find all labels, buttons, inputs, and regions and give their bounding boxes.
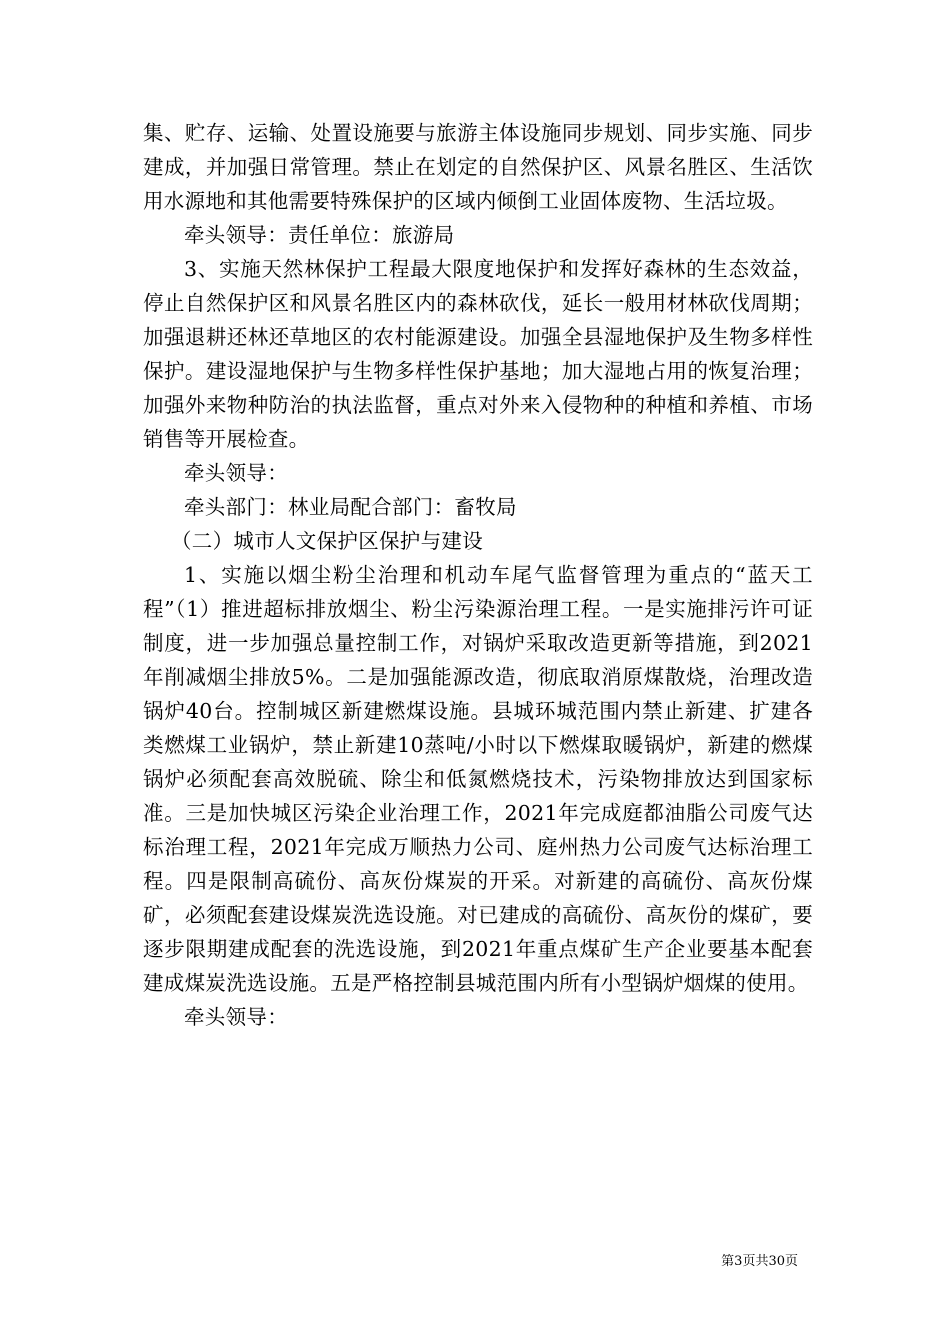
paragraph-item-3-forest: 3、实施天然林保护工程最大限度地保护和发挥好森林的生态效益，停止自然保护区和风景名胜区内的森林砍伐，延长一般用材林砍伐周期；加强退耕还林还草地区的农村能源建设。加强全县湿地保护及生物多样性保护。建设湿地保护与生物多样性保护基地；加大湿地占用的恢复治理；加强外来物种防治的执法监督，重点对外来入侵物种的种植和养植、市场销售等开展检查。 [143,257,813,451]
paragraph-continuation: 集、贮存、运输、处置设施要与旅游主体设施同步规划、同步实施、同步建成，并加强日常管理。禁止在划定的自然保护区、风景名胜区、生活饮用水源地和其他需要特殊保护的区域内倾倒工业固体废物、生活垃圾。 [143,121,813,213]
paragraph-item-1-bluesky: 1、实施以烟尘粉尘治理和机动车尾气监督管理为重点的“蓝天工程”（1）推进超标排放烟尘、粉尘污染源治理工程。一是实施排污许可证制度，进一步加强总量控制工作，对锅炉采取改造更新等措施，到2021年削减烟尘排放5%。二是加强能源改造，彻底取消原煤散烧，治理改造锅炉40台。控制城区新建燃煤设施。县城环城范围内禁止新建、扩建各类燃煤工业锅炉，禁止新建10蒸吨/小时以下燃煤取暖锅炉，新建的燃煤锅炉必须配套高效脱硫、除尘和低氮燃烧技术，污染物排放达到国家标准。三是加快城区污染企业治理工作，2021年完成庭都油脂公司废气达标治理工程，2021年完成万顺热力公司、庭州热力公司废气达标治理工程。四是限制高硫份、高灰份煤炭的开采。对新建的高硫份、高灰份煤矿，必须配套建设煤炭洗选设施。对已建成的高硫份、高灰份的煤矿，要逐步限期建成配套的洗选设施，到2021年重点煤矿生产企业要基本配套建成煤炭洗选设施。五是严格控制县城范围内所有小型锅炉烟煤的使用。 [143,563,813,995]
paragraph-lead-leader: 牵头领导： [184,461,288,485]
document-body [143,116,813,1034]
paragraph-lead-tourism: 牵头领导：责任单位：旅游局 [184,223,455,247]
section-heading-urban: （二）城市人文保护区保护与建设 [171,529,483,553]
page-number: 第3页共30页 [721,1254,798,1269]
paragraph-lead-department: 牵头部门：林业局配合部门：畜牧局 [184,495,517,519]
paragraph-lead-leader-2: 牵头领导： [184,1005,288,1029]
